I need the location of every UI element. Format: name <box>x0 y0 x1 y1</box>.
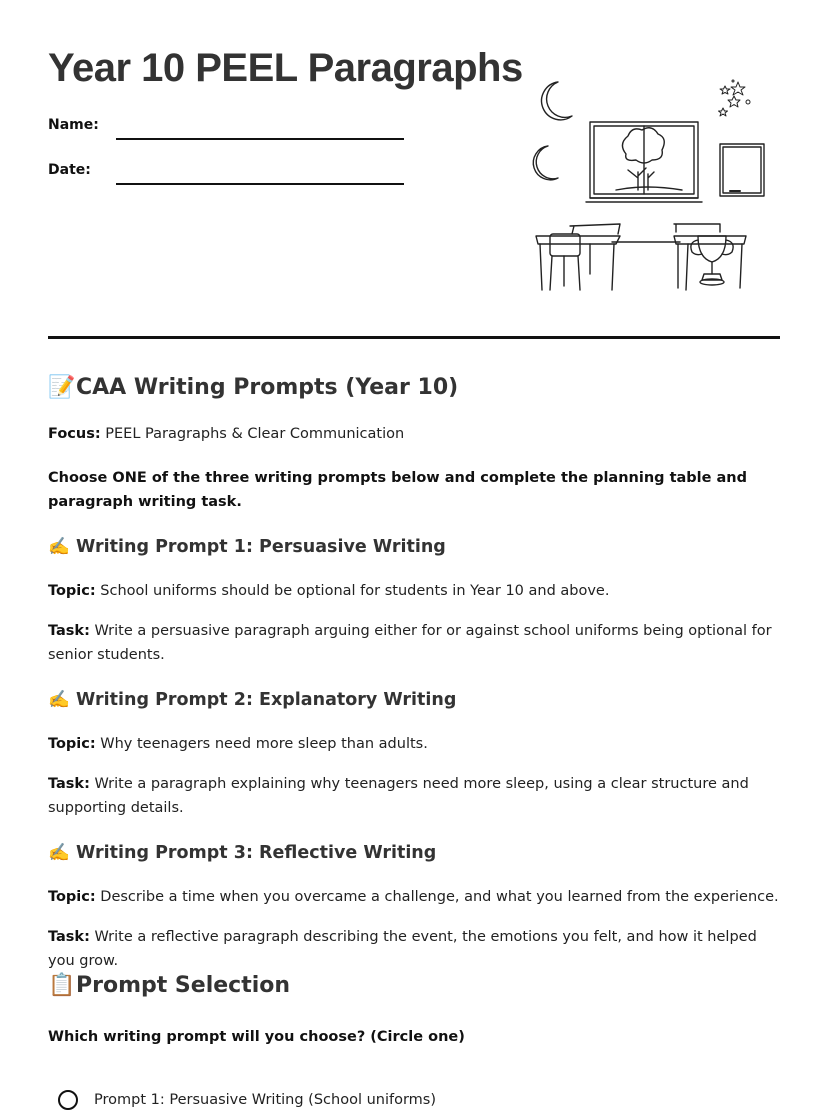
writing-hand-icon: ✍️ <box>48 843 70 863</box>
moon-icon <box>533 146 558 180</box>
instruction-text: Choose ONE of the three writing prompts below and complete the planning table and paragraph writing task. <box>48 470 748 510</box>
prompt-1-heading: ✍️ Writing Prompt 1: Persuasive Writing <box>48 537 446 557</box>
selection-heading: 📋Prompt Selection <box>48 973 291 998</box>
classroom-illustration <box>520 74 780 298</box>
radio-circle[interactable] <box>58 1090 78 1110</box>
prompt-2-heading: ✍️ Writing Prompt 2: Explanatory Writing <box>48 690 457 710</box>
writing-hand-icon: ✍️ <box>48 537 70 557</box>
board-icon <box>720 144 764 196</box>
prompt-1-task: Task: Write a persuasive paragraph arguing either for or against school uniforms being optional for senior students. <box>48 623 772 663</box>
prompt-option-label: Prompt 1: Persuasive Writing (School uniforms) <box>94 1092 437 1108</box>
desk-icon <box>536 224 620 290</box>
prompt-option-1[interactable] <box>58 1090 436 1110</box>
prompt-1-topic: Topic: School uniforms should be optional for students in Year 10 and above. <box>48 583 610 599</box>
clipboard-icon: 📋 <box>48 973 76 998</box>
selection-question: Which writing prompt will you choose? (Circle one) <box>48 1029 465 1045</box>
prompt-3-heading: ✍️ Writing Prompt 3: Reflective Writing <box>48 843 437 863</box>
stars-icon <box>719 80 751 116</box>
caa-heading: 📝CAA Writing Prompts (Year 10) <box>48 375 459 400</box>
page-title: Year 10 PEEL Paragraphs <box>48 46 523 90</box>
memo-icon: 📝 <box>48 375 76 400</box>
date-label: Date: <box>48 162 91 178</box>
date-field[interactable] <box>116 183 404 185</box>
window-icon <box>586 122 702 202</box>
prompt-2-task: Task: Write a paragraph explaining why teenagers need more sleep, using a clear structure and supporting details. <box>48 776 749 816</box>
writing-hand-icon: ✍️ <box>48 690 70 710</box>
name-label: Name: <box>48 117 99 133</box>
prompt-3-task: Task: Write a reflective paragraph describing the event, the emotions you felt, and how it helped you grow. <box>48 929 757 969</box>
focus-line: Focus: PEEL Paragraphs & Clear Communication <box>48 426 405 442</box>
prompt-2-topic: Topic: Why teenagers need more sleep than adults. <box>48 736 428 752</box>
name-field[interactable] <box>116 138 404 140</box>
moon-icon <box>542 82 572 120</box>
section-divider <box>48 336 780 339</box>
prompt-3-topic: Topic: Describe a time when you overcame a challenge, and what you learned from the experience. <box>48 889 779 905</box>
